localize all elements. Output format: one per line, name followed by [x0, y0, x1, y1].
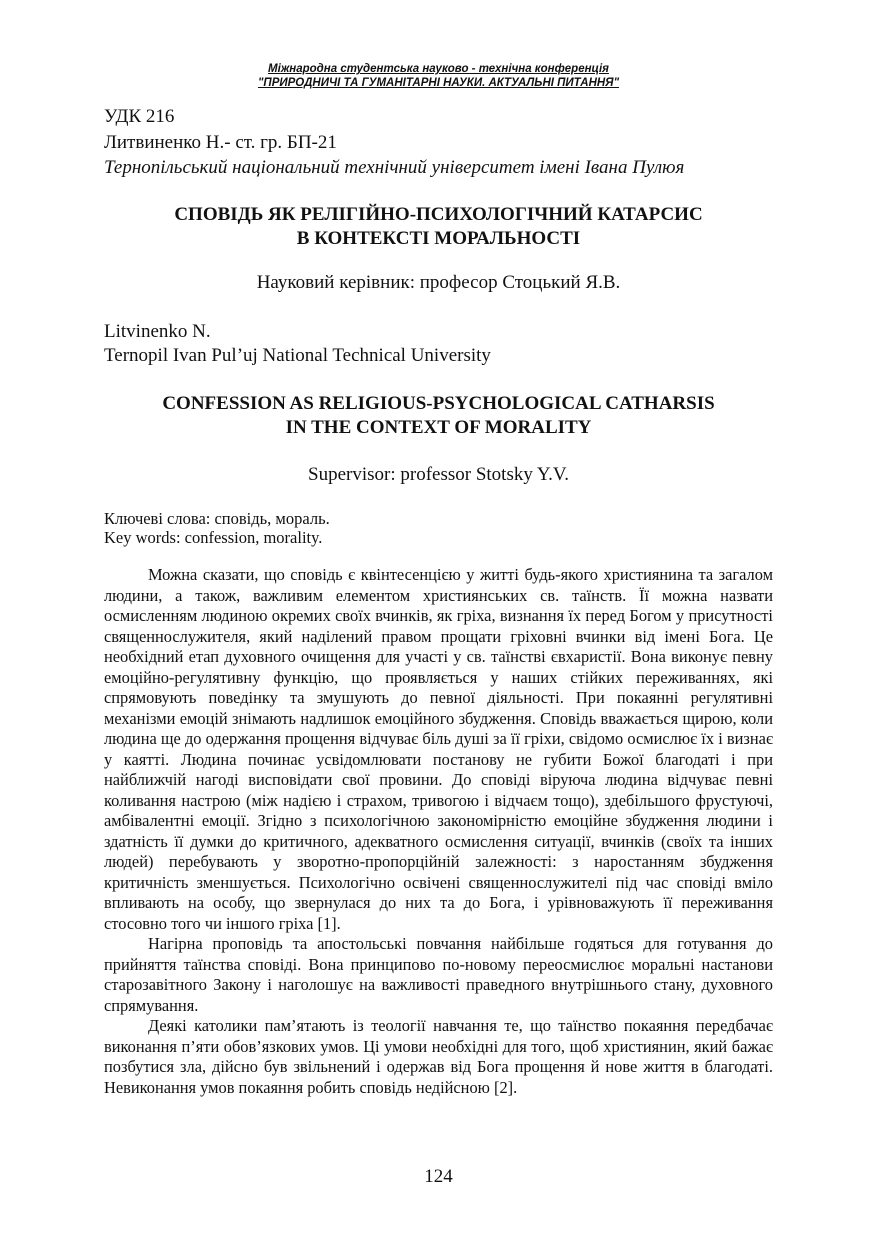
- title-ua-line-2: В КОНТЕКСТІ МОРАЛЬНОСТІ: [296, 228, 581, 249]
- title-ua-line-1: СПОВІДЬ ЯК РЕЛІГІЙНО-ПСИХОЛОГІЧНИЙ КАТАРСИС: [174, 204, 703, 225]
- udk-code: УДК 216: [104, 106, 175, 127]
- title-en: [0, 392, 877, 440]
- title-en-line-1: CONFESSION AS RELIGIOUS-PSYCHOLOGICAL CATHARSIS: [162, 393, 715, 414]
- supervisor-ua: Науковий керівник: професор Стоцький Я.В.: [256, 272, 621, 293]
- body-text: [104, 565, 773, 1098]
- conference-name: Міжнародна студентська науково - технічна конференція: [268, 63, 609, 75]
- page-number: 124: [424, 1166, 453, 1187]
- paragraph-1: Можна сказати, що сповідь є квінтесенцією у житті будь-якого християнина та загалом людини, а також, важливим елементом християнських св. таїнств. Її можна назвати осмисленням людиною окремих своїх вчинків, як гріха, визнання їх перед Богом у присутності священнослужителя, який наділений правом прощати гріховні вчинки від імені Бога. Це необхідний етап духовного очищення для участі у св. таїнстві євхаристії. Вона виконує певну емоційно-регулятивну функцію, що проявляється у наших стійких переживаннях, які спрямовують поведінку та змушують до певної діяльності. При покаянні регулятивні механізми емоцій знімають надлишок емоційного збудження. Сповідь вважається щирою, коли людина ще до одержання прощення відчуває біль душі за її гріхи, свідомо осмислює їх і визнає у каятті. Людина починає усвідомлювати постанову не губити Божої благодаті і при найближчій нагоді висповідати свої провини. До сповіді віруюча людина відчуває певні коливання настрою (між надією і страхом, тривогою і відчаєм тощо), здебільшого фрустуючі, амбівалентні емоції. Згідно з психологічною закономірністю емоційне збудження людини і здатність її думки до критичного, адекватного осмислення ситуації, вчинків (своїх та інших людей) перебувають у зворотно-пропорційній залежності: з наростанням збудження критичність зменшується. Психологічно освічені священнослужителі під час сповіді вміло впливають на особу, що звернулася до них та до Бога, і урівноважують її переживання стосовно того чи іншого гріха [1].: [104, 565, 773, 933]
- keywords-en-label: Key words:: [104, 528, 181, 547]
- title-ua: [0, 203, 877, 251]
- author-ua: Литвиненко Н.- ст. гр. БП-21: [104, 132, 337, 153]
- author-en: Litvinenko N.: [104, 321, 211, 342]
- keywords-en-value: confession, morality.: [180, 528, 323, 547]
- affiliation-ua: Тернопільський національний технічний університет імені Івана Пулюя: [104, 157, 685, 178]
- keywords-en: [104, 527, 322, 549]
- paragraph-3: Деякі католики пам’ятають із теології навчання те, що таїнство покаяння передбачає виконання п’яти обов’язкових умов. Ці умови необхідні для того, щоб християнин, який бажає позбутися зла, дійсно був звільнений і одержав від Бога прощення й нове життя в благодаті. Невиконання умов покаяння робить сповідь недійсною [2].: [104, 1016, 773, 1097]
- conference-theme: "ПРИРОДНИЧІ ТА ГУМАНІТАРНІ НАУКИ. АКТУАЛЬНІ ПИТАННЯ": [257, 76, 620, 89]
- supervisor-en: Supervisor: professor Stotsky Y.V.: [308, 464, 569, 485]
- title-en-line-2: IN THE CONTEXT OF MORALITY: [285, 417, 592, 438]
- keywords-ua: Ключеві слова: сповідь, мораль.: [104, 509, 330, 528]
- conference-header: [0, 63, 877, 90]
- paragraph-2: Нагірна проповідь та апостольські повчання найбільше годяться для готування до прийняття таїнства сповіді. Вона принципово по-новому переосмислює моральні настанови старозавітного Закону і наголошує на важливості праведного внутрішнього стану, духовного спрямування.: [104, 934, 773, 1015]
- affiliation-en: Ternopil Ivan Pul’uj National Technical University: [104, 345, 491, 366]
